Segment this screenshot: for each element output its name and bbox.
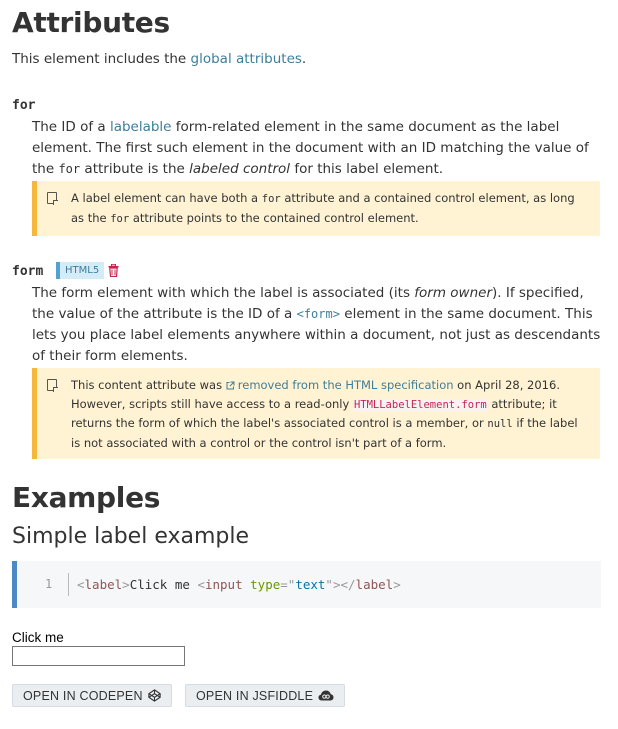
trash-icon — [108, 264, 119, 277]
code-block — [12, 561, 601, 608]
open-jsfiddle-button[interactable]: OPEN IN JSFIDDLE — [185, 684, 345, 707]
note-icon — [47, 379, 57, 391]
code-line: <label>Click me <input type="text"></label> — [77, 577, 401, 592]
demo-label[interactable]: Click me — [12, 630, 64, 645]
attributes-intro: This element includes the global attributes. — [12, 51, 307, 67]
line-number: 1 — [45, 577, 53, 591]
removed-spec-link[interactable]: removed from the HTML specification — [226, 378, 454, 392]
note-icon — [47, 192, 57, 204]
codepen-icon — [148, 689, 161, 702]
attr-form-name: form — [12, 264, 44, 279]
open-codepen-button[interactable]: OPEN IN CODEPEN — [12, 684, 172, 707]
attr-for-description: The ID of a labelable form-related element in the same document as the label element. The first such element in the document with an ID matching the value of the for attribute is the labeled control for this label element. — [32, 119, 589, 177]
jsfiddle-icon — [318, 690, 334, 701]
attr-for-note: A label element can have both a for attribute and a contained control element, as long as the for attribute points to the contained control element. — [32, 181, 600, 236]
attributes-heading: Attributes — [12, 6, 170, 39]
example-subheading: Simple label example — [12, 524, 250, 549]
labelable-link[interactable]: labelable — [109, 119, 172, 135]
form-element-link[interactable]: <form> — [296, 307, 340, 321]
global-attributes-link[interactable]: global attributes — [190, 51, 302, 67]
attr-for-name: for — [12, 98, 36, 113]
external-link-icon — [226, 381, 235, 390]
examples-heading: Examples — [12, 481, 161, 514]
code-gutter — [68, 573, 69, 596]
html5-badge[interactable]: HTML5 — [56, 262, 104, 279]
attr-form-note: This content attribute was removed from the HTML specification on April 28, 2016. However, scripts still have access to a read-only HTMLLabelElement.form attribute; it returns the form of which the label's associated control is a member, or null if the label is not associated with a control or the control isn't part of a form. — [32, 368, 600, 459]
demo-text-input[interactable] — [12, 646, 185, 666]
attr-form-description: The form element with which the label is associated (its form owner). If specified, the value of the attribute is the ID of a <form> element in the same document. This lets you place label elements anywhere within a document, not just as descendants of their form elements. — [32, 285, 601, 364]
